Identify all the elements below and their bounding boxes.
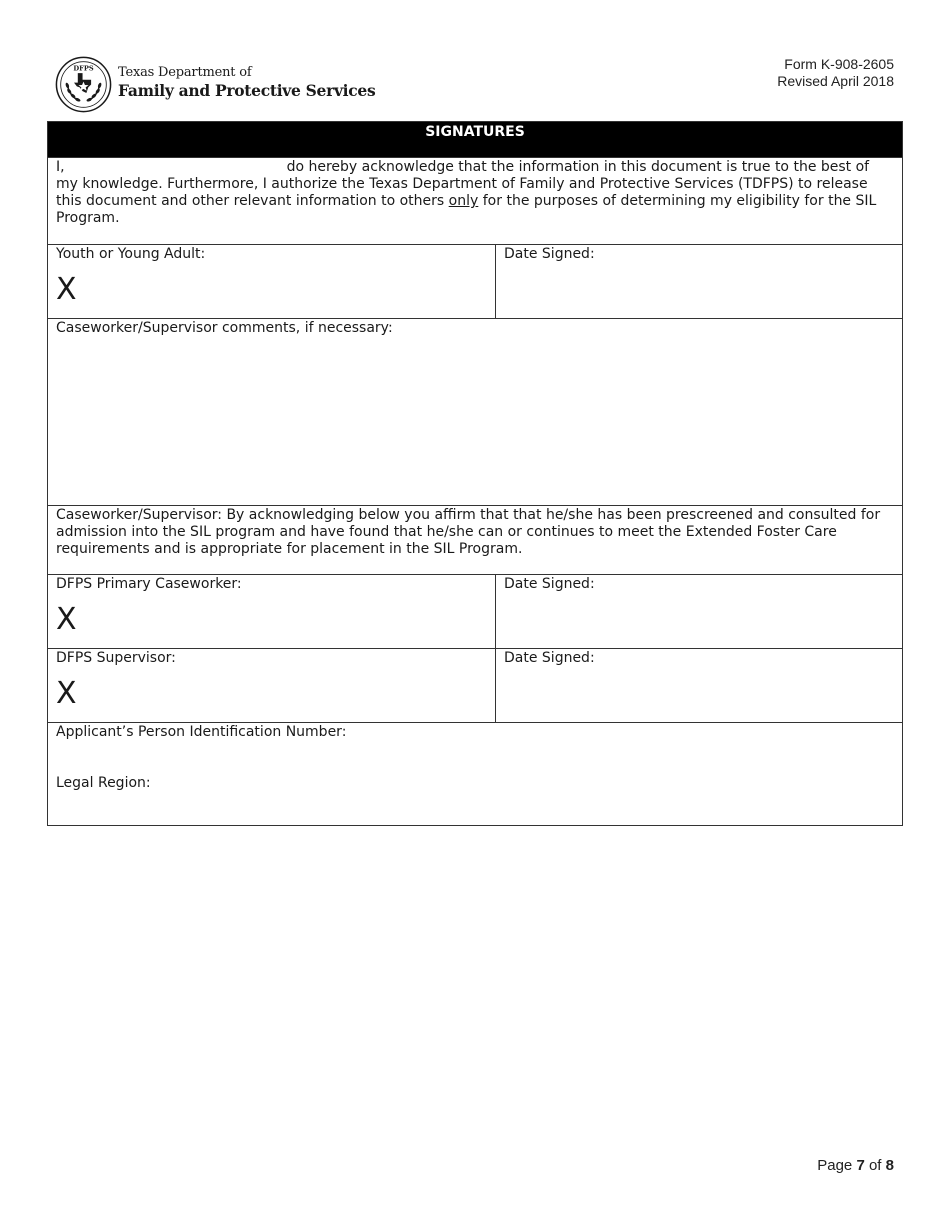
page-word: Page — [817, 1157, 853, 1174]
page-header — [0, 0, 950, 120]
pid-label: Applicant’s Person Identification Number: — [56, 724, 347, 740]
page-current: 7 — [856, 1157, 865, 1174]
supervisor-date-field[interactable] — [496, 649, 902, 722]
of-word: of — [868, 1157, 882, 1174]
comments-row — [48, 318, 902, 505]
affirmation-text: Caseworker/Supervisor: By acknowledging below you affirm that that he/she has been prescreened and consulted for admission into the SIL program and have found that he/she can or continues to meet the Extended Foster Care requirements and is appropriate for placement in the SIL Program. — [56, 507, 881, 557]
ack-emphasis: only — [448, 193, 479, 209]
form-number: Form K-908-2605 — [784, 56, 894, 72]
youth-signature-label: Youth or Young Adult: — [56, 246, 206, 262]
identification-row — [48, 722, 902, 825]
affirmation-row — [48, 505, 902, 574]
caseworker-signature-field[interactable] — [48, 575, 496, 648]
caseworker-signature-row — [48, 574, 902, 648]
caseworker-signature-label: DFPS Primary Caseworker: — [56, 576, 242, 592]
supervisor-signature-mark: X — [56, 676, 77, 711]
signatures-form — [47, 121, 903, 826]
caseworker-date-label: Date Signed: — [504, 576, 595, 592]
form-identifier — [777, 56, 894, 90]
comments-field[interactable] — [48, 319, 902, 505]
legal-region-label: Legal Region: — [56, 775, 151, 791]
seal-text: DFPS — [73, 64, 94, 73]
supervisor-date-label: Date Signed: — [504, 650, 595, 666]
youth-signature-field[interactable] — [48, 245, 496, 318]
caseworker-signature-mark: X — [56, 602, 77, 637]
caseworker-date-field[interactable] — [496, 575, 902, 648]
youth-signature-row — [48, 244, 902, 318]
form-revised-date: Revised April 2018 — [777, 73, 894, 89]
acknowledgement-row — [48, 158, 902, 244]
comments-label: Caseworker/Supervisor comments, if necessary: — [56, 320, 393, 336]
ack-prefix: I, — [56, 159, 65, 175]
supervisor-signature-label: DFPS Supervisor: — [56, 650, 176, 666]
agency-name-line2: Family and Protective Services — [118, 81, 376, 100]
dfps-seal-logo — [55, 56, 112, 113]
acknowledgement-text — [48, 158, 902, 244]
youth-date-label: Date Signed: — [504, 246, 595, 262]
page-number — [817, 1157, 894, 1174]
ack-text-2: for the purposes of determining my eligibility for the SIL Program. — [56, 193, 877, 226]
supervisor-signature-row — [48, 648, 902, 722]
supervisor-signature-field[interactable] — [48, 649, 496, 722]
section-title: SIGNATURES — [48, 122, 902, 158]
agency-name-line1: Texas Department of — [118, 65, 252, 80]
youth-date-field[interactable] — [496, 245, 902, 318]
identification-fields[interactable] — [48, 723, 902, 825]
page-total: 8 — [885, 1157, 894, 1174]
youth-signature-mark: X — [56, 272, 77, 307]
ack-text-1: do hereby acknowledge that the information in this document is true to the best of my knowledge. Furthermore, I authorize the Texas Department of Family and Protective Services (TDFPS) to release this document and other relevant information to others — [56, 159, 870, 209]
agency-name — [118, 65, 375, 101]
